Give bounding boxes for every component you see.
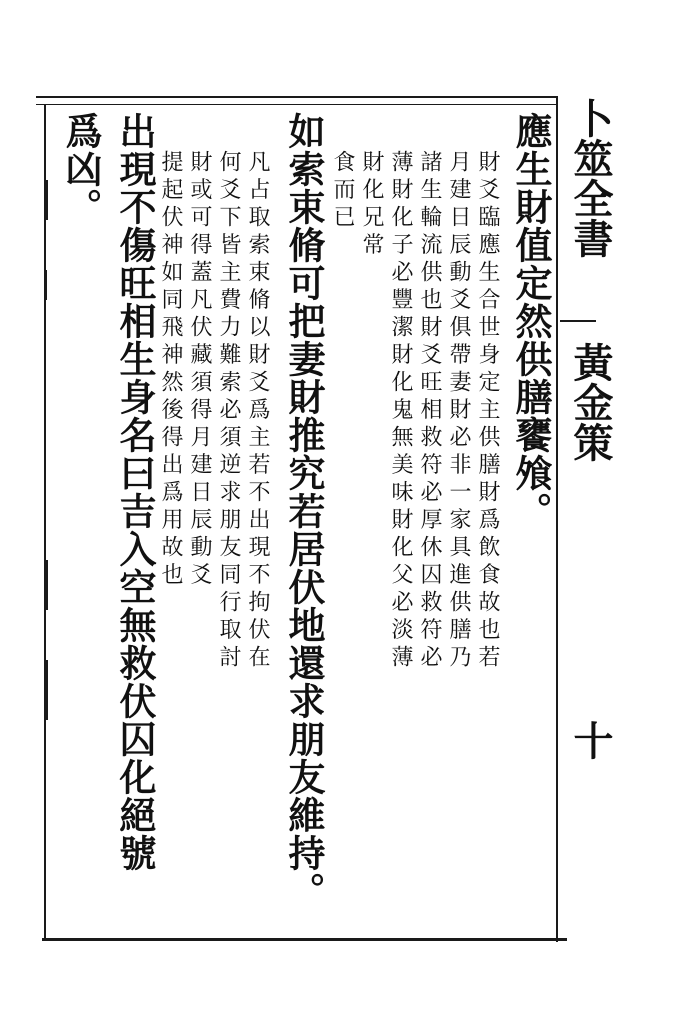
text-column-8: 如索束脩可把妻財推究若居伏地還求朋友維持。 [282, 112, 326, 910]
text-column-11: 財或可得蓋凡伏藏須得月建日辰動爻 [187, 150, 212, 590]
header-fold-mark [560, 320, 596, 322]
text-column-5: 薄財化子必豐潔財化鬼無美味財化父必淡薄 [388, 150, 413, 673]
text-column-6: 財化兄常 [359, 150, 384, 260]
inner-top-line [36, 104, 556, 105]
top-border-line [36, 96, 556, 98]
text-column-1: 應生財值定然供膳饔飧。 [509, 112, 553, 530]
right-border-line [556, 96, 558, 942]
left-edge-mark [44, 660, 48, 720]
left-edge-mark [44, 560, 48, 610]
page-number: 十 [567, 720, 614, 760]
left-edge-mark [44, 270, 47, 300]
text-column-13: 出現不傷旺相生身名曰吉入空無救伏囚化絕號 [113, 112, 157, 872]
text-column-9: 凡占取索束脩以財爻爲主若不出現不拘伏在 [245, 150, 270, 673]
header-title: 卜筮全書 [567, 98, 614, 258]
text-column-10: 何爻下皆主費力難索必須逆求朋友同行取討 [216, 150, 241, 673]
text-column-3: 月建日辰動爻俱帶妻財必非一家具進供膳乃 [446, 150, 471, 673]
bottom-border-line [42, 938, 567, 941]
text-column-14: 爲凶。 [59, 112, 103, 226]
text-column-4: 諸生輪流供也財爻旺相救符必厚休囚救符必 [417, 150, 442, 673]
left-edge-mark [44, 180, 48, 220]
header-section: 黃金策 [567, 342, 614, 462]
text-column-7: 食而已 [330, 150, 355, 233]
left-border-line [44, 104, 46, 940]
text-column-12: 提起伏神如同飛神然後得出爲用故也 [158, 150, 183, 590]
text-column-2: 財爻臨應生合世身定主供膳財爲飲食故也若 [475, 150, 500, 673]
